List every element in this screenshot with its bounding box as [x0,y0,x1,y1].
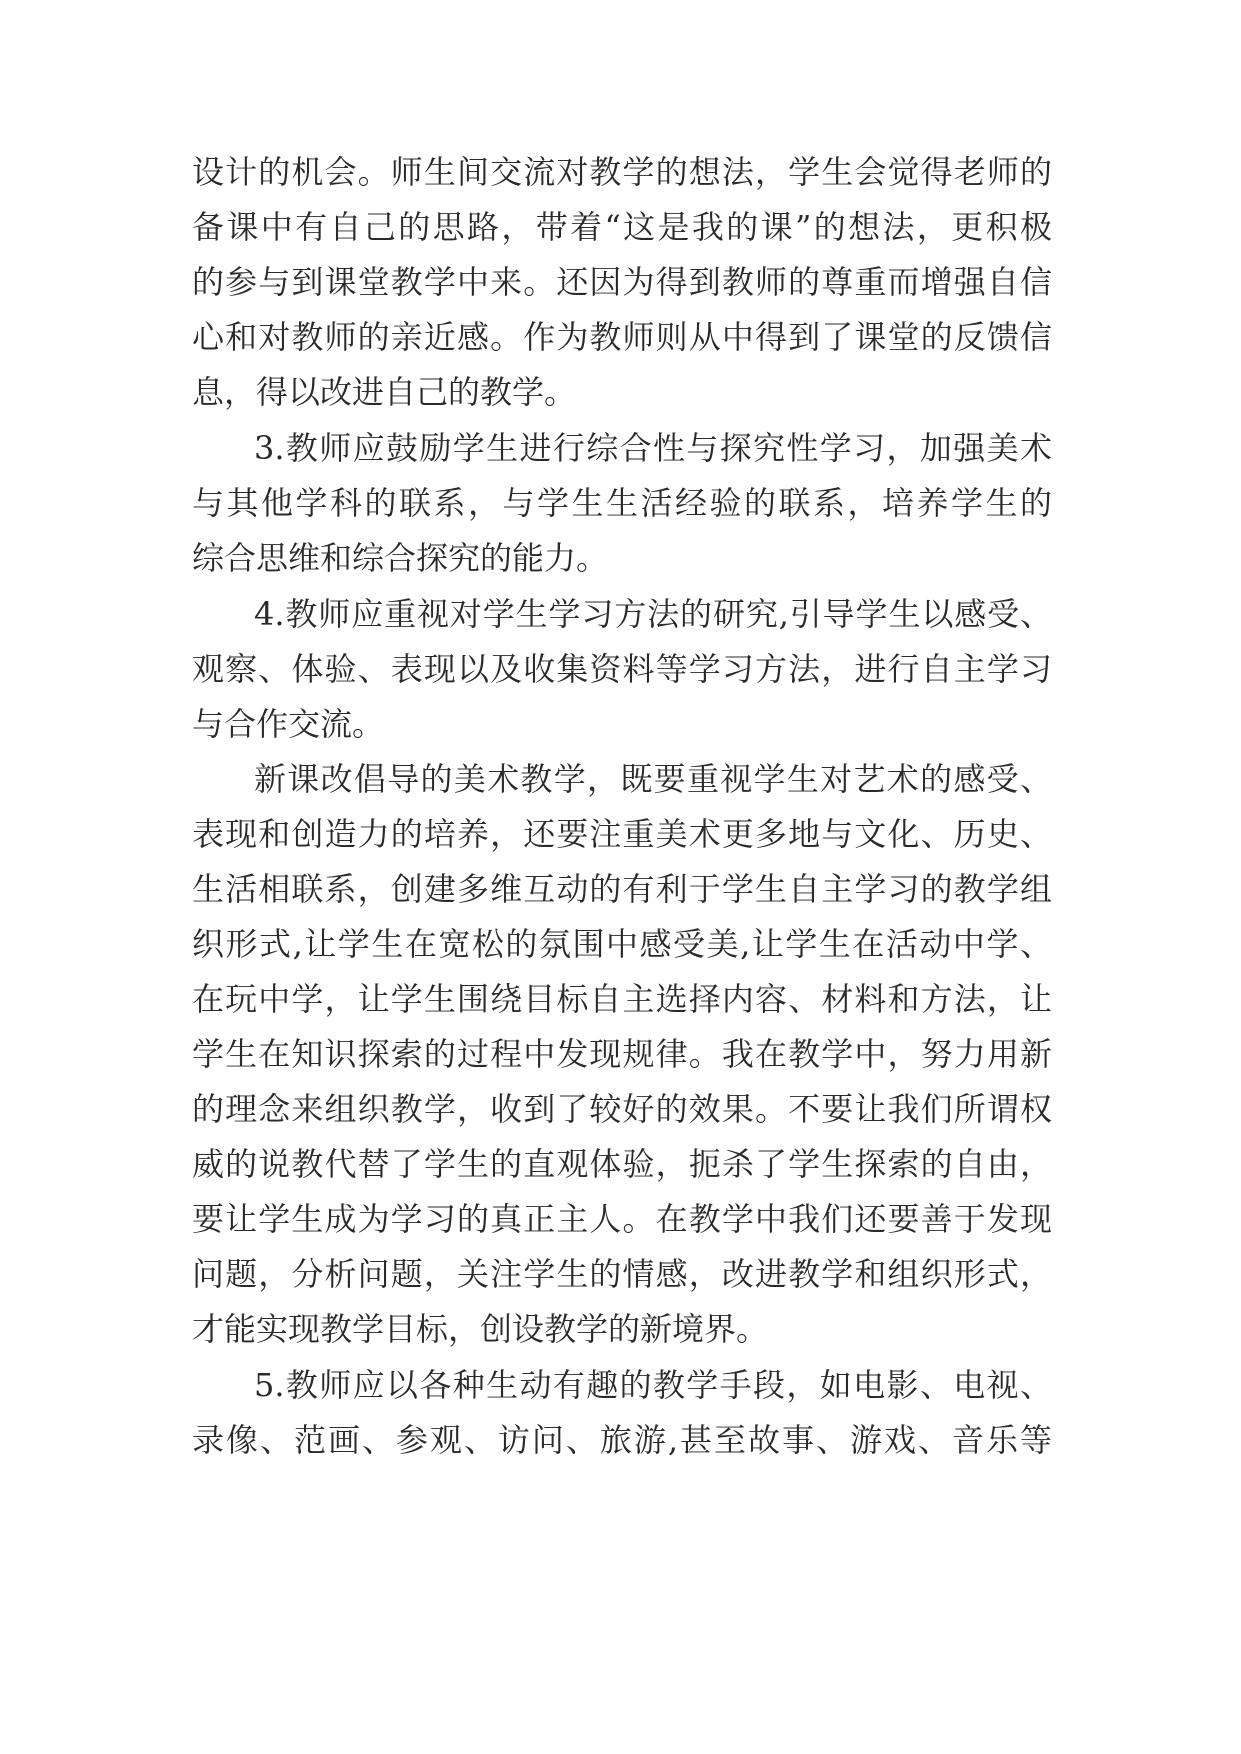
text-line: 观察、体验、表现以及收集资料等学习方法，进行自主学习 [192,650,1052,688]
paragraph-5-first-line: 5.教师应以各种生动有趣的教学手段，如电影、电视、 [254,1366,1052,1404]
text-line: 威的说教代替了学生的直观体验，扼杀了学生探索的自由， [192,1145,1052,1183]
text-line: 与合作交流。 [192,705,385,743]
text-line: 生活相联系，创建多维互动的有利于学生自主学习的教学组 [192,870,1052,908]
text-line: 织形式,让学生在宽松的氛围中感受美,让学生在活动中学、 [192,925,1052,963]
text-line: 备课中有自己的思路，带着“这是我的课”的想法，更积极 [192,208,1052,246]
text-line: 学生在知识探索的过程中发现规律。我在教学中，努力用新 [192,1035,1052,1073]
text-line: 要让学生成为学习的真正主人。在教学中我们还要善于发现 [192,1200,1052,1238]
text-line: 心和对教师的亲近感。作为教师则从中得到了课堂的反馈信 [192,318,1052,356]
paragraph-first-line: 新课改倡导的美术教学，既要重视学生对艺术的感受、 [254,760,1052,798]
text-line: 表现和创造力的培养，还要注重美术更多地与文化、历史、 [192,815,1052,853]
text-line: 的理念来组织教学，收到了较好的效果。不要让我们所谓权 [192,1090,1052,1128]
text-line: 的参与到课堂教学中来。还因为得到教师的尊重而增强自信 [192,263,1052,301]
text-line: 在玩中学，让学生围绕目标自主选择内容、材料和方法，让 [192,980,1052,1018]
text-line: 息，得以改进自己的教学。 [192,373,577,411]
text-line: 设计的机会。师生间交流对教学的想法，学生会觉得老师的 [192,153,1052,191]
text-line: 录像、范画、参观、访问、旅游,甚至故事、游戏、音乐等 [192,1421,1052,1459]
paragraph-4-first-line: 4.教师应重视对学生学习方法的研究,引导学生以感受、 [254,595,1052,633]
text-line: 综合思维和综合探究的能力。 [192,539,609,577]
text-line: 才能实现教学目标，创设教学的新境界。 [192,1310,769,1348]
text-line: 与其他学科的联系，与学生生活经验的联系，培养学生的 [192,484,1052,522]
text-line: 问题，分析问题，关注学生的情感，改进教学和组织形式， [192,1255,1052,1293]
paragraph-3-first-line: 3.教师应鼓励学生进行综合性与探究性学习，加强美术 [254,429,1052,467]
